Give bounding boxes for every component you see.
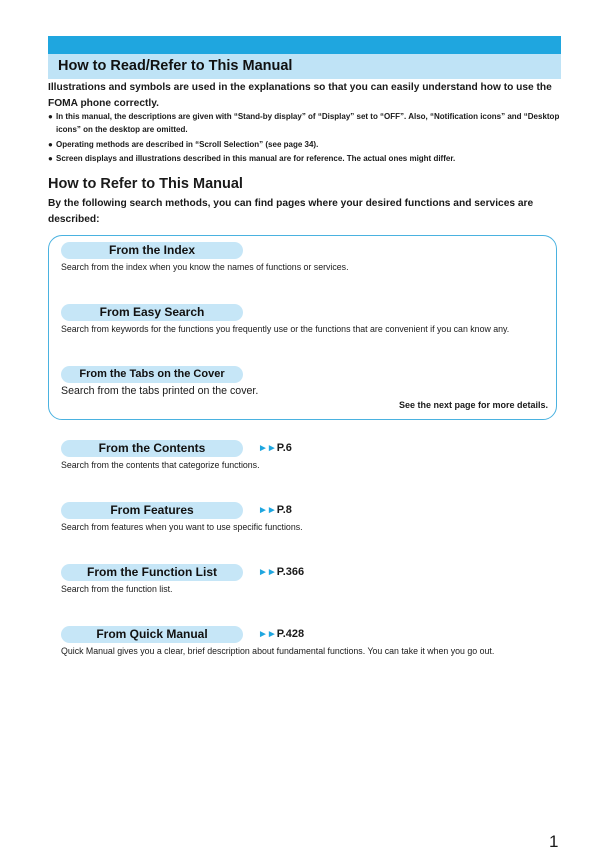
section-description: By the following search methods, you can find pages where your desired functions and services are described: <box>48 198 534 225</box>
page-header <box>48 36 561 79</box>
features-label: From Features <box>61 502 243 519</box>
index-description: Search from the index when you know the names of functions or services. <box>61 262 349 272</box>
bullet-item: ● Screen displays and illustrations described in this manual are for reference. The actual ones might differ. <box>48 154 456 163</box>
bullet-icon: ● <box>48 154 53 163</box>
header-band <box>48 36 561 54</box>
arrow-icon: ►► <box>258 567 276 578</box>
bullet-item: ● Operating methods are described in “Scroll Selection” (see page 34). <box>48 139 319 149</box>
bullet-item: ● In this manual, the descriptions are given with “Stand-by display” of “Display” set to “OFF”. Also, “Notification icons” and “Desktop icons” on the desktop are omitted. <box>48 112 560 134</box>
arrow-icon: ►► <box>258 505 276 516</box>
quick-manual-description: Quick Manual gives you a clear, brief description about fundamental functions. You can take it when you go out. <box>61 646 495 656</box>
arrow-icon: ►► <box>258 443 276 454</box>
arrow-icon: ►► <box>258 629 276 640</box>
features-page-ref: ►►P.8 <box>258 504 292 516</box>
contents-description: Search from the contents that categorize functions. <box>61 460 260 470</box>
tabs-cover-label: From the Tabs on the Cover <box>61 366 243 383</box>
page-number: 1 <box>549 832 559 851</box>
bullet-icon: ● <box>48 112 53 121</box>
section-title: How to Refer to This Manual <box>48 176 243 192</box>
see-next-page-note: See the next page for more details. <box>398 400 548 410</box>
index-label: From the Index <box>61 242 243 259</box>
bullet-list <box>48 110 563 167</box>
features-description: Search from features when you want to use specific functions. <box>61 522 303 532</box>
quick-manual-page-ref: ►►P.428 <box>258 628 305 640</box>
tabs-cover-description: Search from the tabs printed on the cover. <box>61 385 259 397</box>
intro-text: Illustrations and symbols are used in the explanations so that you can easily understand how to use the FOMA phone correctly. <box>48 82 552 109</box>
page-title: How to Read/Refer to This Manual <box>48 54 561 79</box>
function-list-description: Search from the function list. <box>61 584 173 594</box>
function-list-page-ref: ►►P.366 <box>258 566 305 578</box>
quick-manual-label: From Quick Manual <box>61 626 243 643</box>
easy-search-description: Search from keywords for the functions you frequently use or the functions that are convenient if you can know any. <box>61 324 510 334</box>
bullet-icon: ● <box>48 139 53 149</box>
function-list-label: From the Function List <box>61 564 243 581</box>
contents-page-ref: ►►P.6 <box>258 442 292 454</box>
contents-label: From the Contents <box>61 440 243 457</box>
easy-search-label: From Easy Search <box>61 304 243 321</box>
